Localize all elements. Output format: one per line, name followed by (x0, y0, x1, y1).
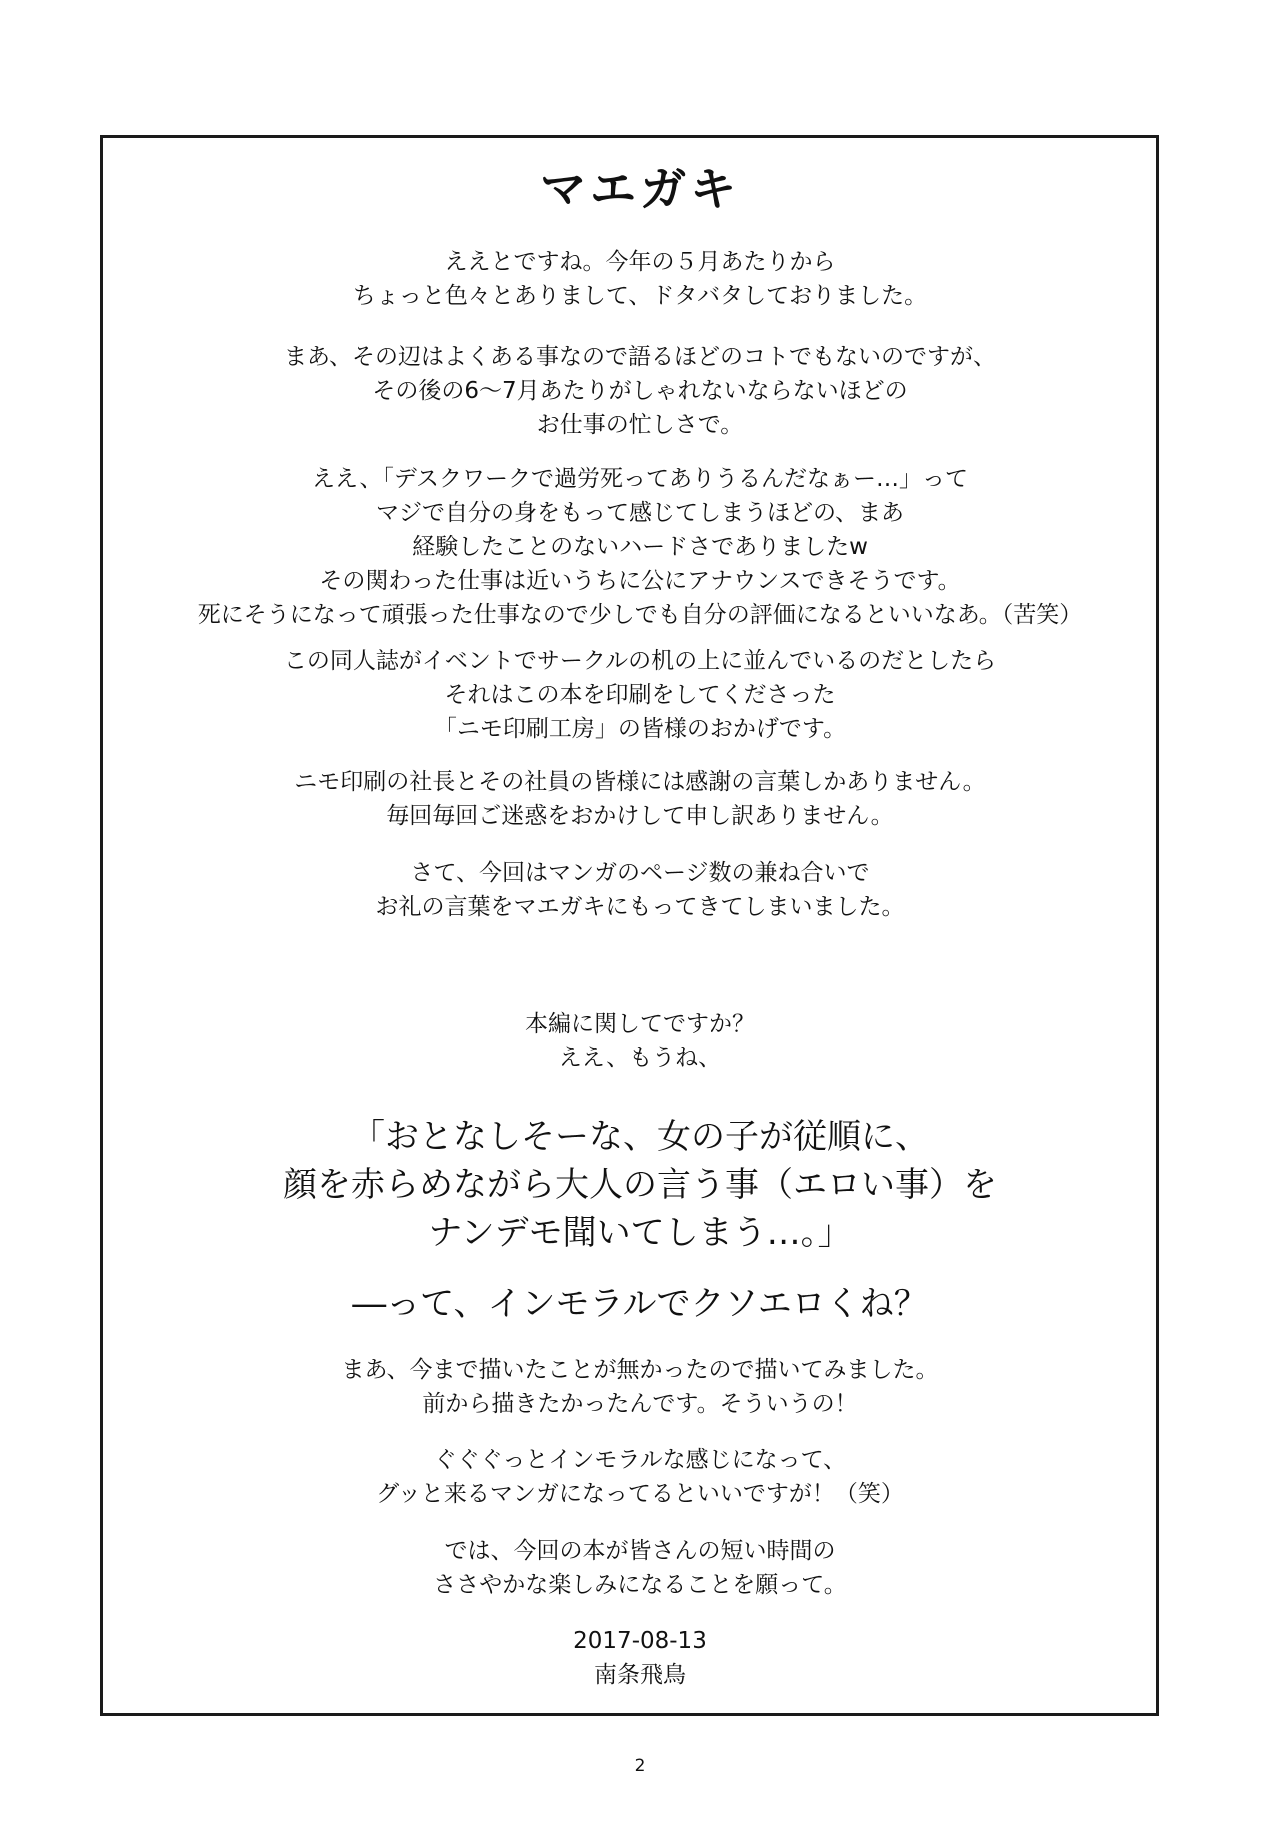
signature-author: 南条飛鳥 (594, 1662, 686, 1688)
text-line: では、今回の本が皆さんの短い時間の (444, 1538, 836, 1564)
signature-date: 2017-08-13 (573, 1628, 707, 1654)
text-line: 「ニモ印刷工房」の皆様のおかげです。 (433, 716, 847, 742)
text-line: その後の6～7月あたりがしゃれないならないほどの (372, 378, 908, 404)
paragraph-2 (0, 340, 1280, 442)
paragraph-7 (0, 1007, 1280, 1075)
closing-paragraph-3 (0, 1534, 1280, 1602)
text-line: ええ、「デスクワークで過労死ってありうるんだなぁー…」って (312, 466, 968, 492)
quote-line: 「おとなしそーな、女の子が従順に、 (351, 1117, 929, 1157)
text-line: それはこの本を印刷をしてくださった (444, 682, 836, 708)
text-line: 死にそうになって頑張った仕事なので少しでも自分の評価になるといいなあ。（苦笑） (197, 602, 1083, 628)
text-line: ええとですね。今年の５月あたりから (444, 249, 836, 275)
text-line: お仕事の忙しさで。 (536, 412, 744, 438)
paragraph-6 (0, 856, 1280, 924)
closing-paragraph-2 (0, 1443, 1280, 1511)
question-line: ―って、インモラルでクソエロくね？ (352, 1284, 928, 1324)
text-line: 経験したことのないハードさでありましたw (412, 534, 868, 560)
text-line: まあ、今まで描いたことが無かったので描いてみました。 (341, 1357, 939, 1383)
paragraph-3 (0, 462, 1280, 632)
paragraph-4 (0, 644, 1280, 746)
text-line: 毎回毎回ご迷惑をおかけして申し訳ありません。 (386, 803, 894, 829)
text-line: その関わった仕事は近いうちに公にアナウンスできそうです。 (319, 568, 961, 594)
text-line: まあ、その辺はよくある事なので語るほどのコトでもないのですが、 (283, 344, 997, 370)
text-line: ぐぐぐっとインモラルな感じになって、 (433, 1447, 847, 1473)
text-line: 本編に関してですか？ (525, 1011, 755, 1037)
emphasis-question (0, 1280, 1280, 1328)
text-line: 前から描きたかったんです。そういうの！ (422, 1391, 858, 1417)
text-line: さて、今回はマンガのページ数の兼ね合いで (410, 860, 870, 886)
text-line: ニモ印刷の社長とその社員の皆様には感謝の言葉しかありません。 (294, 769, 986, 795)
paragraph-5 (0, 765, 1280, 833)
text-line: マジで自分の身をもって感じてしまうほどの、まあ (375, 500, 905, 526)
closing-paragraph-1 (0, 1353, 1280, 1421)
emphasis-quote (0, 1113, 1280, 1257)
quote-line: ナンデモ聞いてしまう…。」 (428, 1213, 852, 1253)
text-line: この同人誌がイベントでサークルの机の上に並んでいるのだとしたら (283, 648, 997, 674)
paragraph-1 (0, 245, 1280, 313)
text-line: グッと来るマンガになってるといいですが！（笑） (376, 1481, 904, 1507)
page-number: 2 (634, 1756, 646, 1776)
text-line: ええ、もうね、 (558, 1045, 722, 1071)
text-line: ささやかな楽しみになることを願って。 (433, 1572, 847, 1598)
text-line: お礼の言葉をマエガキにもってきてしまいました。 (375, 894, 905, 920)
text-line: ちょっと色々とありまして、ドタバタしておりました。 (352, 283, 928, 309)
signature (0, 1624, 1280, 1692)
page-title: マエガキ (540, 162, 740, 216)
quote-line: 顔を赤らめながら大人の言う事（エロい事）を (283, 1165, 997, 1205)
